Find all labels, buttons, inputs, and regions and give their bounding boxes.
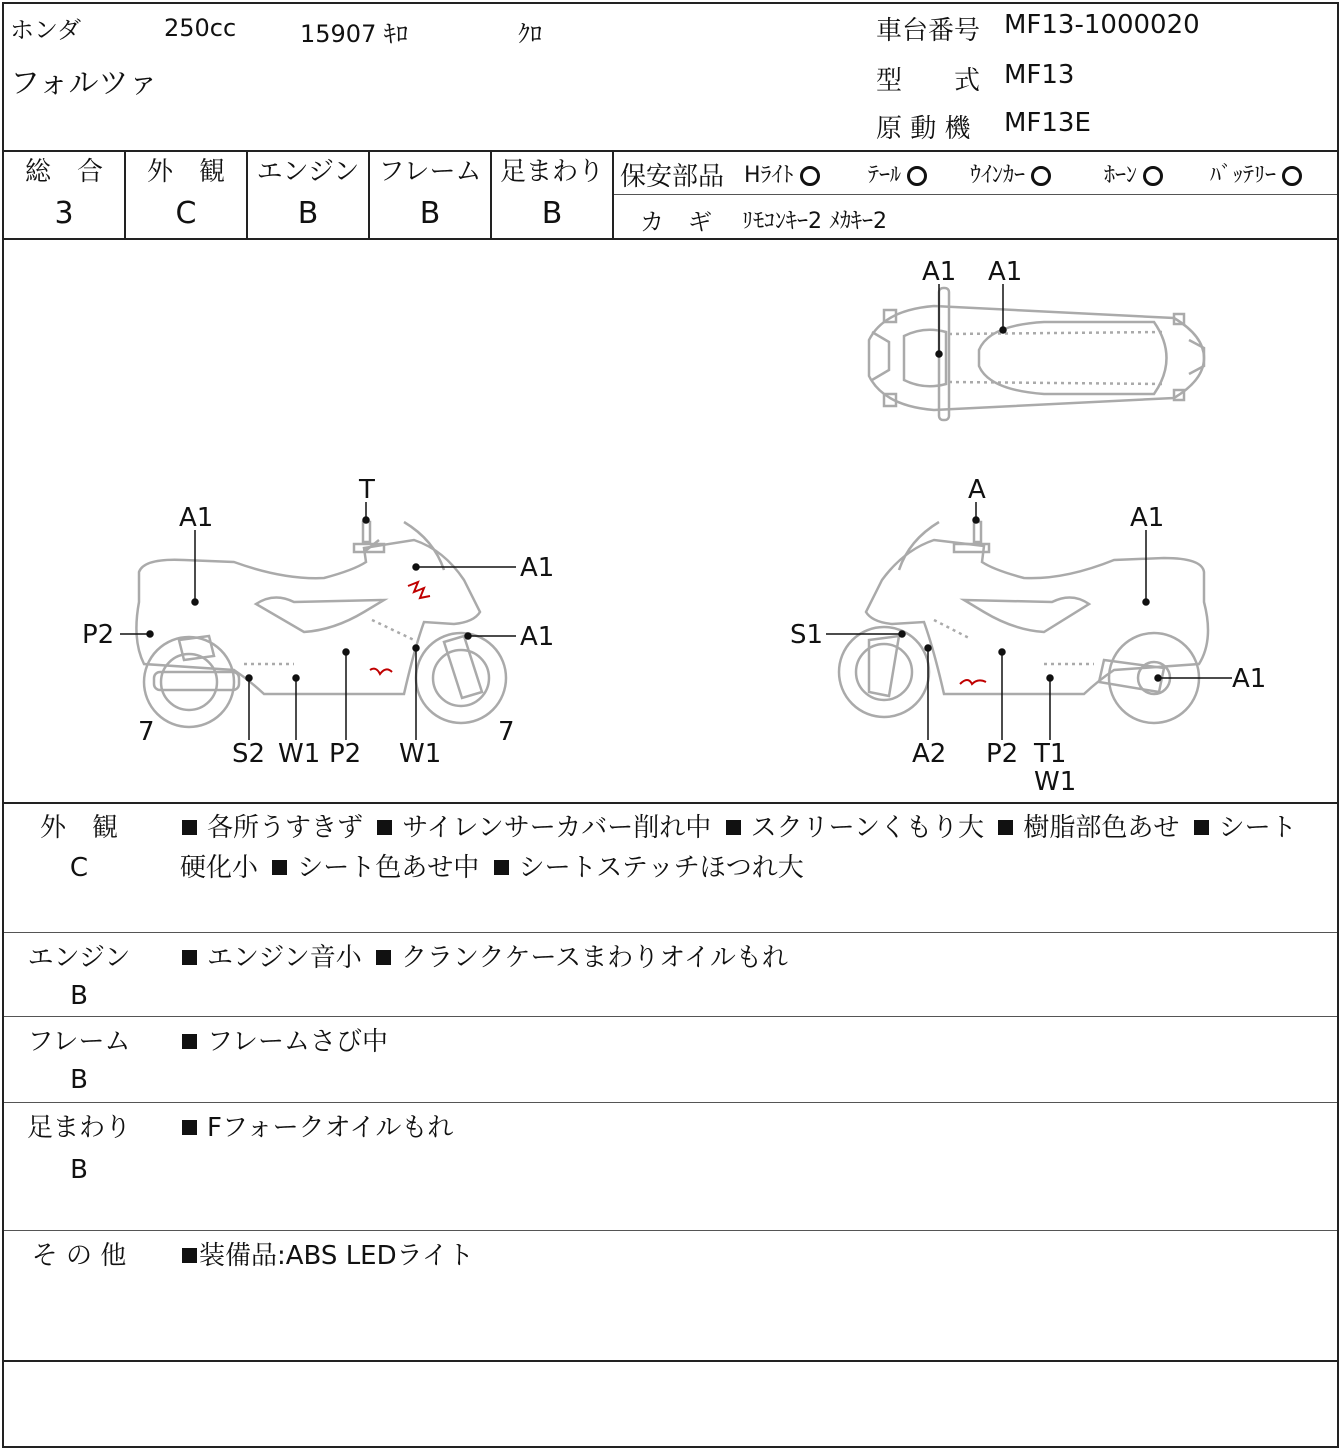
label-top-a1: A1 <box>922 257 957 287</box>
label-right-a: A <box>968 475 986 505</box>
scooter-right-view <box>839 522 1208 723</box>
section-frame-grade: B <box>70 1065 88 1095</box>
section-exterior-notes: 各所うすきず サイレンサーカバー削れ中 スクリーンくもり大 樹脂部色あせ シート硬化小 シート色あせ中 シートステッチほつれ大 <box>180 813 1297 883</box>
label-right-p2: P2 <box>986 739 1019 769</box>
label-right-t1: T1 <box>1034 739 1067 769</box>
grade-suspension-label: 足まわり <box>499 157 604 187</box>
section-frame-notes: フレームさび中 <box>180 1022 1317 1062</box>
label-left-w1: W1 <box>278 739 321 769</box>
section-exterior-title: 外 観 <box>39 813 118 843</box>
divider <box>4 932 1337 933</box>
displacement: 250cc <box>164 14 237 42</box>
key-label: カ ギ <box>640 208 712 236</box>
label-left-p2: P2 <box>329 739 362 769</box>
bullet-square-icon <box>998 820 1013 835</box>
bullet-square-icon <box>182 1034 197 1049</box>
model-type-label: 型 式 <box>876 66 981 96</box>
damage-mark-icon <box>370 669 392 674</box>
body-color: ｸﾛ <box>518 20 542 48</box>
label-right-a1: A1 <box>1232 664 1267 694</box>
mileage: 15907 ｷﾛ <box>300 20 408 48</box>
frame-number: MF13-1000020 <box>1004 10 1200 40</box>
label-left-s2: S2 <box>232 739 266 769</box>
bullet-square-icon <box>726 820 741 835</box>
section-suspension-grade: B <box>70 1155 88 1185</box>
inspection-sheet <box>2 2 1339 1448</box>
divider <box>4 1360 1337 1362</box>
divider <box>4 1016 1337 1017</box>
damage-mark-icon <box>960 680 986 684</box>
bullet-square-icon <box>182 820 197 835</box>
safety-item-taillight: ﾃｰﾙ <box>868 158 927 189</box>
label-left-w1: W1 <box>399 739 442 769</box>
diagram-labels <box>82 257 1266 797</box>
damage-mark-icon <box>408 582 430 598</box>
label-left-7: 7 <box>498 717 515 747</box>
label-top-a1: A1 <box>988 257 1023 287</box>
label-left-a1: A1 <box>520 553 555 583</box>
model-name: フォルツァ <box>10 66 159 101</box>
section-other-title: そ の 他 <box>31 1241 127 1271</box>
label-right-s1: S1 <box>790 620 824 650</box>
grade-frame-label: フレーム <box>378 157 482 187</box>
key-value: ﾘﾓｺﾝｷｰ2 ﾒｶｷｰ2 <box>742 209 887 234</box>
divider <box>4 802 1337 804</box>
safety-parts-label: 保安部品 <box>620 162 725 192</box>
label-left-a1: A1 <box>520 622 555 652</box>
section-frame-title: フレーム <box>27 1027 131 1057</box>
frame-number-label: 車台番号 <box>876 16 981 46</box>
grade-frame-value: B <box>419 196 441 231</box>
safety-item-winker: ｳｲﾝｶｰ <box>970 158 1051 189</box>
label-right-a2: A2 <box>912 739 947 769</box>
section-engine-title: エンジン <box>27 943 131 973</box>
scooter-left-view <box>136 522 506 727</box>
section-suspension-notes: Fフォークオイルもれ <box>180 1108 1317 1148</box>
grade-suspension-value: B <box>541 196 563 231</box>
grade-total-label: 総 合 <box>24 157 103 187</box>
bullet-square-icon <box>272 860 287 875</box>
bullet-square-icon <box>182 1248 197 1263</box>
engine-type-label: 原 動 機 <box>876 114 971 144</box>
ok-circle-icon <box>1143 166 1163 186</box>
divider <box>612 152 614 238</box>
ok-circle-icon <box>800 166 820 186</box>
scooter-top-view <box>869 288 1204 420</box>
model-type: MF13 <box>1004 60 1075 90</box>
bullet-square-icon <box>182 1120 197 1135</box>
bullet-square-icon <box>1194 820 1209 835</box>
label-right-a1: A1 <box>1130 503 1165 533</box>
section-engine-notes: エンジン音小 クランクケースまわりオイルもれ <box>180 938 1317 978</box>
safety-item-battery: ﾊﾞｯﾃﾘｰ <box>1210 158 1302 189</box>
section-other-notes: 装備品:ABS LEDライト <box>180 1236 1317 1276</box>
safety-item-headlight: Hﾗｲﾄ <box>744 158 820 189</box>
section-exterior-grade: C <box>69 853 89 883</box>
engine-type: MF13E <box>1004 108 1091 138</box>
bullet-square-icon <box>377 820 392 835</box>
section-suspension-title: 足まわり <box>26 1113 131 1143</box>
grade-engine-value: B <box>297 196 319 231</box>
grade-engine-label: エンジン <box>256 157 360 187</box>
ok-circle-icon <box>907 166 927 186</box>
grade-exterior-value: C <box>175 196 197 231</box>
ok-circle-icon <box>1031 166 1051 186</box>
safety-item-horn: ﾎｰﾝ <box>1104 158 1163 189</box>
damage-diagram <box>4 240 1341 802</box>
maker-name: ホンダ <box>10 16 82 44</box>
bullet-square-icon <box>182 950 197 965</box>
grades-row <box>4 152 1337 238</box>
bullet-square-icon <box>376 950 391 965</box>
divider <box>614 194 1337 195</box>
label-right-w1: W1 <box>1034 767 1077 797</box>
grade-total-value: 3 <box>54 196 74 231</box>
label-left-p2: P2 <box>82 620 115 650</box>
section-engine-grade: B <box>70 981 88 1011</box>
label-left-7: 7 <box>138 717 155 747</box>
divider <box>4 1230 1337 1231</box>
ok-circle-icon <box>1282 166 1302 186</box>
label-left-a1: A1 <box>179 503 214 533</box>
bullet-square-icon <box>494 860 509 875</box>
grade-exterior-label: 外 観 <box>146 157 225 187</box>
divider <box>4 1102 1337 1103</box>
label-left-t: T <box>359 475 375 505</box>
